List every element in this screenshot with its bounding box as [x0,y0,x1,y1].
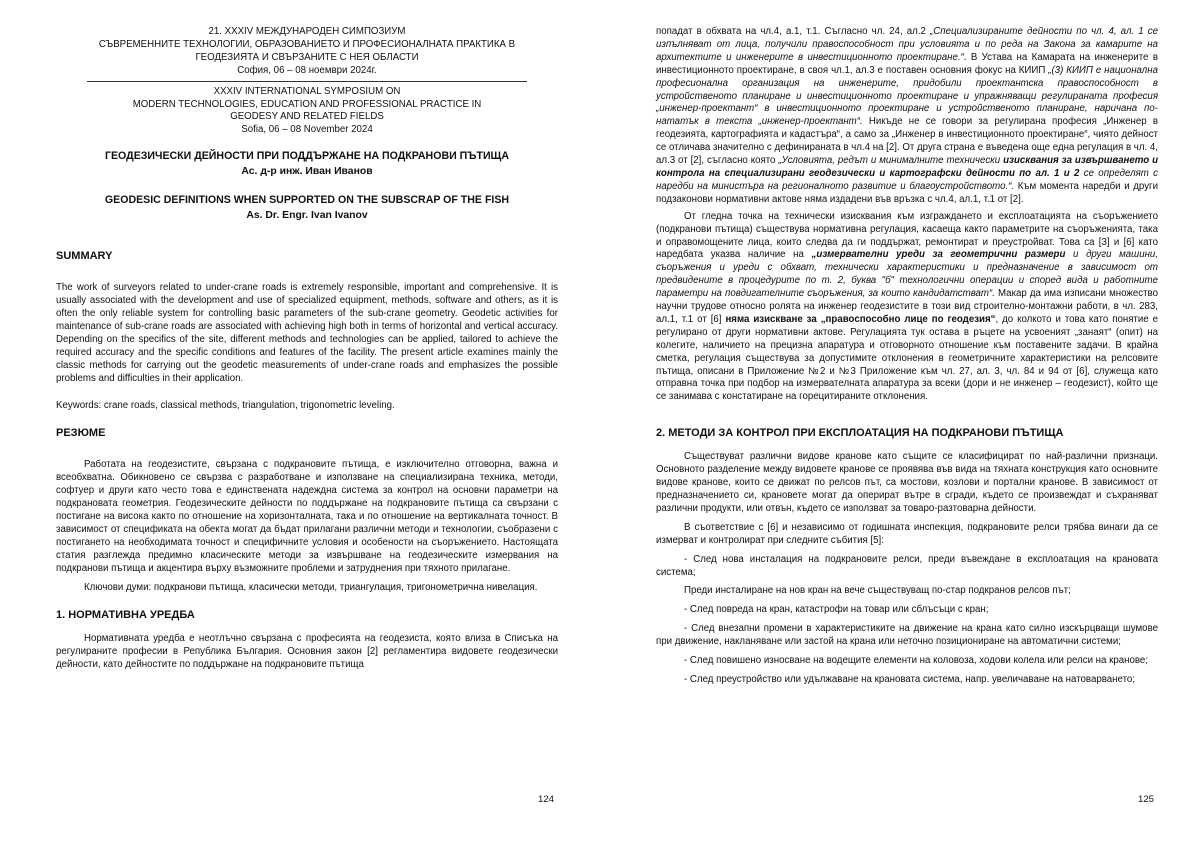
header-en-line: GEODESY AND RELATED FIELDS [230,111,384,123]
text-run-emphasis: изисквания за извършването и контрола на специализирани геодезически и картографски дейности по ал. 1 и 2 [656,155,1159,179]
paragraph-inspection-events: В съответствие с [6] и независимо от годишната инспекция, подкрановите релси трябва винаги да се измерват и контролират при следните събития [5]: [656,521,1158,546]
text-run-bold: няма изискване за „правоспособно лице по геодезия“ [725,313,996,325]
symposium-header [56,26,558,137]
page-125 [600,0,1200,849]
section-1-heading: 1. НОРМАТИВНА УРЕДБА [56,609,195,622]
section-2-heading: 2. МЕТОДИ ЗА КОНТРОЛ ПРИ ЕКСПЛОАТАЦИЯ НА ПОДКРАНОВИ ПЪТИЩА [656,427,1064,440]
text-run: попадат в обхвата на чл.4, а.1, т.1. Съгласно чл. 24, ал.2 [656,26,931,37]
header-bg-date: София, 06 – 08 ноември 2024г. [237,64,377,76]
text-run-emphasis: „измервателни уреди за геометрични размери [811,249,1066,261]
text-run: От гледна точка на технически изисквания към изграждането и експлоатацията на съоръжението (подкранови пътища) съществува нормативна регулация, касаеща както параметрите на съоръженията, така и оправомощените лица, които следва да ги поддържат, ремонтират и преустройват. Това са [3] и [6] като наредбата указва наличие на [656,210,1158,261]
paragraph-legal-regulation [656,26,1158,207]
text-run-quote: „Специализираните дейности по чл. 4, ал. 1 се изпълняват от лица, получили правоспособност при условията и по реда на Закона за камарите на архитектите и инженерите в инвестиционното проектиране.“ [656,26,1158,63]
paper-title-bg: ГЕОДЕЗИЧЕСКИ ДЕЙНОСТИ ПРИ ПОДДЪРЖАНЕ НА ПОДКРАНОВИ ПЪТИЩА [104,150,510,163]
text-run: Към момента наредби и други подзаконови нормативни актове няма издадени във връзка с чл.4, ал.1, т.1 от [2]. [656,180,1158,205]
text-run: . В Устава на Камарата на инженерите в инвестиционното проектиране, в своя чл.1, ал.3 е поставен основния фокус на КИИП [656,51,1158,76]
text-run: , до колкото и това като понятие е регулирано от други нормативни актове. Регулацията тук остава в ръцете на усвоеният „занаят“ (опит) на колегите, наличието на прецизна апаратура и отговорното отношение към поставените задачи. В крайна сметка, регулация съществува за допустимите отклонения в геометричните характеристики на релсовите пътища, описани в Приложение №2 и №3 Приложение към чл. 27, ал. 3, чл. 84 и 94 от [6], служеща като отправна точка при подбор на измервателната апаратура за всеки (дори и не инженер – геодезист), който ще се занимава с констатиране на горецитираните отклонения. [656,313,1159,403]
list-item: - След повишено износване на водещите елементи на коловоза, ходови колела или релси на кранове; [684,655,1148,667]
header-bg-line: 21. XXXIV МЕЖДУНАРОДЕН СИМПОЗИУМ [208,26,406,37]
page-number: 124 [538,794,555,805]
resume-text: Работата на геодезистите, свързана с подкрановите пътища, е изключително отговорна, важна и всеобхватна. Обикновено се свързва с разработване и използване на специализирана техника, методи, софтуер и други като често това е единствената надеждна система за контрол на основни параметри на подкрановата геометрия. Геодезическите дейности по поддържане на подкрановите пътища са свързани с постигане на висока както по отношение на хоризонталната, така и по отношение на вертикалната точност. В зависимост от спецификата на обекта могат да бъдат прилагани различни методи и технологии, съобразени с постигането на необходимата точност и специфичните условия и особености на съоръжението. Настоящата статия разглежда предимно класическите методи за извършване на геодезическите измервания на подкранови пътища и акцентира върху възможните проблеми и затруднения при тяхното прилагане. [56,459,558,574]
header-en-date: Sofia, 06 – 08 November 2024 [241,124,373,136]
list-item: - След нова инсталация на подкрановите релси, преди въвеждане в експлоатация на крановата система; [656,553,1158,578]
list-item: Преди инсталиране на нов кран на вече съществуващ по-стар подкранов релсов път; [684,585,1071,597]
resume-heading: РЕЗЮМЕ [56,427,106,440]
summary-text: The work of surveyors related to under-crane roads is extremely responsible, important and comprehensive. It is usually associated with the development and use of specialized equipment, methods, software and others, as it is often the only reliable system for controlling basic parameters of the sub-crane geometry. Geodetic activities for maintenance of sub-crane roads are associated with achieving high both in terms of horizontal and vertical accuracy. Depending on the specifics of the site, different methods and technologies can be applied, tailored to achieve the required accuracy and the specific conditions and features of the facility. The present article examines mainly the classic methods for carrying out the geodetic measurements of under-crane roads and emphasizes the possible problems and difficulties in their application. [56,282,558,384]
list-item: - След внезапни промени в характеристиките на движение на крана като силно изскърцващи шумове при движение, накланяване или застой на крана или неточно позициониране на автоматични системи; [656,623,1158,648]
paragraph-crane-types: Съществуват различни видове кранове като същите се класифицират по най-различни признаци. Основното разделение между видовете кранове се проявява във вида на тяхната конструкция като основните видове кранове, които се движат по релсов път, са мостови, козлови и портални кранове. В зависимост от предназначението си, крановете могат да оперират вътре в сгради, където се произвеждат и съхраняват различни продукти, или отвън, където се използват за товаро-разтоварна дейности. [656,451,1158,514]
keywords-en: Keywords: crane roads, classical methods, triangulation, trigonometric leveling. [56,399,395,411]
paper-title-en: GEODESIC DEFINITIONS WHEN SUPPORTED ON THE SUBSCRAP OF THE FISH [104,194,510,207]
header-en-line: XXXIV INTERNATIONAL SYMPOSIUM ON [213,85,401,97]
section-1-text: Нормативната уредба е неотлъчно свързана с професията на геодезиста, която влиза в Списъка на регулираните професии в Република България. Основния закон [2] регламентира видовете геодезически дейности, като дейностите по поддържане на подкрановите пътища [56,633,558,671]
header-en-line: MODERN TECHNOLOGIES, EDUCATION AND PROFESSIONAL PRACTICE IN [132,98,482,110]
page-number: 125 [1138,794,1155,805]
text-run-quote: и други машини, съоръжения и уреди с обхват, технически характеристики и предназначение в зависимост от предвидените в процедурите по т. 2, буква "б" технологични операции и според вида и работните параметри на повдигателните съоръжения, за които кандидатстват“. [656,249,1159,300]
summary-heading: SUMMARY [56,250,113,263]
text-run: Никъде не се говори за регулирана професия „Инженер в геодезията, картографията и кадастъра“, а само за „Инженер в инвестиционното проектиране“, чиято дейност се отличава значително с дефинираната в чл.4 на [2]. От друга страна е въведена още една регулация в чл. 4, ал.3 от [2], съгласно която [656,116,1158,167]
header-bg-line: СЪВРЕМЕННИТЕ ТЕХНОЛОГИИ, ОБРАЗОВАНИЕТО И ПРОФЕСИОНАЛНАТА ПРАКТИКА В [98,38,516,50]
text-run-quote: „(3) КИИП е национална професионална организация на инженерите, придобили проектантска правоспособност в устройственото планиране и инвестиционното проектиране и упражняващи регулираната професия „инженер-проектант“ в инвестиционното проектиране и устройственото планиране, наричана по-нататък в текста „инженер-проектант“. [656,64,1158,128]
header-divider [87,81,527,82]
author-en: As. Dr. Engr. Ivan Ivanov [246,210,368,222]
paragraph-technical-requirements [656,211,1158,405]
text-run: Макар да има изписани множество научни трудове относно ролята на инженер геодезистите в този вид строително-монтажни работи, в чл. 283, ал.1, т.1 от [6] [656,288,1158,325]
header-bg-line: ГЕОДЕЗИЯТА И СВЪРЗАНИТЕ С НЕЯ ОБЛАСТИ [195,51,419,63]
list-item: - След повреда на кран, катастрофи на товар или сблъсъци с кран; [684,604,989,616]
author-bg: Ас. д-р инж. Иван Иванов [241,166,373,178]
text-run-quote: се определят с наредби на министъра на регионалното развитие и благоустройството.“. [656,167,1158,192]
keywords-bg: Ключови думи: подкранови пътища, класически методи, триангулация, тригонометрична нивелация. [84,581,538,593]
text-run-quote: „Условията, редът и минималните технически [778,155,1004,167]
list-item: - След преустройство или удължаване на крановата система, напр. увеличаване на натоварването; [684,673,1135,685]
